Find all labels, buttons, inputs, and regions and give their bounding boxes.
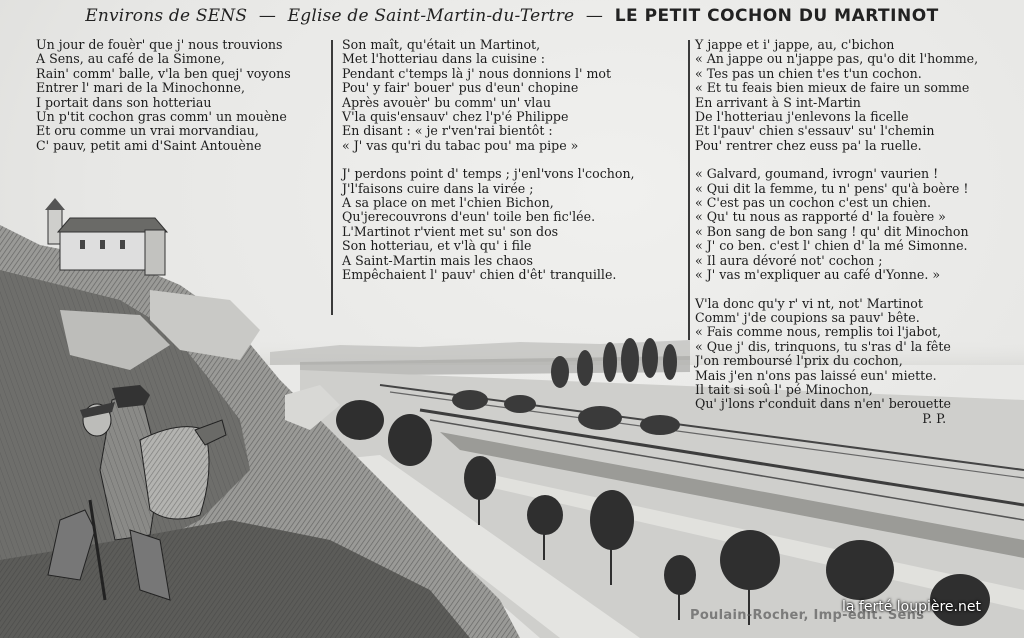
verse-line: « J' vas qu'ri du tabac pou' ma pipe » [342, 137, 579, 153]
stanza [695, 38, 978, 153]
verse-line: Un p'tit cochon gras comm' un mouène [36, 109, 287, 125]
poem-column-2 [342, 38, 635, 297]
verse-line: Son maît, qu'était un Martinot, [342, 37, 541, 52]
verse-line: « C'est pas un cochon c'est un chien. [695, 195, 932, 211]
verse-line: A sa place on met l'chien Bichon, [342, 195, 554, 211]
verse-line: Son hotteriau, et v'là qu' i file [342, 238, 532, 254]
verse-line: Met l'hotteriau dans la cuisine : [342, 51, 546, 67]
publisher-imprint: Poulain-Rocher, Imp-édit. Sens [690, 608, 925, 623]
verse-line: En disant : « je r'ven'rai bientôt : [342, 123, 553, 139]
verse-line: « Qu' tu nous as rapporté d' la fouère » [695, 209, 946, 225]
stanza [342, 38, 635, 153]
verse-line: « An jappe ou n'jappe pas, qu'o dit l'homme, [695, 51, 979, 67]
verse-line: En arrivant à S int-Martin [695, 94, 861, 110]
verse-line: C' pauv, petit ami d'Saint Antouène [36, 137, 262, 153]
watermark: la ferté loupière.net [842, 599, 981, 615]
verse-line: Pou' rentrer chez euss pa' la ruelle. [695, 137, 922, 153]
verse-line: A Sens, au café de la Simone, [36, 51, 225, 67]
church-illustration [45, 198, 167, 275]
title-place: Environs de SENS [85, 6, 248, 26]
verse-line: « Et tu feais bien mieux de faire un somme [695, 80, 970, 96]
title-dash: — [258, 6, 277, 26]
verse-line: Il tait si soû l' pé Minochon, [695, 381, 873, 397]
verse-line: Qu' j'lons r'conduit dans n'en' berouette [695, 396, 951, 412]
verse-line: Mais j'en n'ons pas laissé eun' miette. [695, 367, 937, 383]
verse-line: V'la quis'ensauv' chez l'p'é Philippe [342, 109, 569, 125]
verse-line: Et oru comme un vrai morvandiau, [36, 123, 259, 139]
verse-line: « Qui dit la femme, tu n' pens' qu'à boère ! [695, 180, 969, 196]
postcard-title [0, 6, 1024, 26]
poem-column-1 [36, 38, 291, 167]
stanza [36, 38, 291, 153]
verse-line: « J' vas m'expliquer au café d'Yonne. » [695, 267, 941, 283]
title-church: Eglise de Saint-Martin-du-Tertre [287, 6, 575, 26]
verse-line: J'l'faisons cuire dans la virée ; [342, 180, 534, 196]
verse-line: « Il aura dévoré not' cochon ; [695, 252, 883, 268]
verse-line: Pendant c'temps là j' nous donnions l' mot [342, 65, 612, 81]
verse-line: A Saint-Martin mais les chaos [342, 252, 533, 268]
verse-line: « Fais comme nous, remplis toi l'jabot, [695, 324, 942, 340]
verse-line: V'la donc qu'y r' vi nt, not' Martinot [695, 295, 923, 311]
verse-line: Qu'jerecouvrons d'eun' toile ben fic'lée. [342, 209, 596, 225]
verse-line: « Bon sang de bon sang ! qu' dit Minochon [695, 223, 969, 239]
verse-line: L'Martinot r'vient met su' son dos [342, 223, 559, 239]
title-poem: LE PETIT COCHON DU MARTINOT [614, 6, 939, 26]
verse-line: I portait dans son hotteriau [36, 94, 212, 110]
stanza [695, 297, 978, 427]
poem-column-3 [695, 38, 978, 426]
verse-line: « Tes pas un chien t'es t'un cochon. [695, 65, 922, 81]
verse-line: Comm' j'de coupions sa pauv' bête. [695, 309, 920, 325]
verse-line: Entrer l' mari de la Minochonne, [36, 80, 245, 96]
poem-signature: P. P. [922, 410, 947, 426]
column-divider [688, 40, 690, 340]
verse-line: « Galvard, goumand, ivrogn' vaurien ! [695, 166, 939, 182]
title-dash: — [585, 6, 604, 26]
stanza [342, 167, 635, 282]
verse-line: Rain' comm' balle, v'la ben quej' voyons [36, 65, 291, 81]
verse-line: J' perdons point d' temps ; j'enl'vons l'cochon, [342, 166, 635, 182]
stanza [695, 167, 978, 282]
verse-line: Et l'pauv' chien s'essauv' su' l'chemin [695, 123, 935, 139]
verse-line: De l'hotteriau j'enlevons la ficelle [695, 109, 909, 125]
verse-line: « J' co ben. c'est l' chien d' la mé Simonne. [695, 238, 968, 254]
verse-line: « Que j' dis, trinquons, tu s'ras d' la fête [695, 338, 951, 354]
verse-line: Pou' y fair' bouer' pus d'eun' chopine [342, 80, 579, 96]
verse-line: Un jour de fouèr' que j' nous trouvions [36, 37, 283, 52]
column-divider [331, 40, 333, 315]
verse-line: Empêchaient l' pauv' chien d'êt' tranquille. [342, 267, 617, 283]
verse-line: J'on remboursé l'prix du cochon, [695, 353, 903, 369]
verse-line: Y jappe et i' jappe, au, c'bichon [695, 37, 895, 52]
verse-line: Après avouèr' bu comm' un' vlau [342, 94, 551, 110]
